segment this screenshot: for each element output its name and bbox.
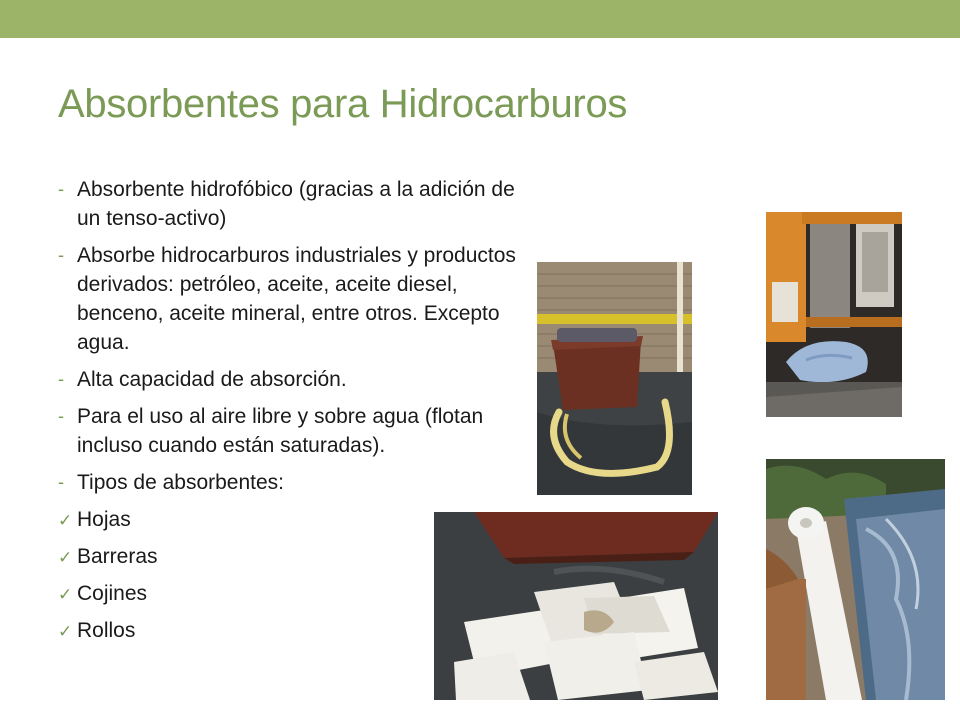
dash-bullet-icon: - <box>58 406 64 426</box>
slide-title: Absorbentes para Hidrocarburos <box>58 82 628 126</box>
checkmark-icon: ✓ <box>58 622 73 641</box>
bullet-text: Tipos de absorbentes: <box>77 471 285 494</box>
checkmark-icon: ✓ <box>58 585 73 604</box>
check-item-text: Rollos <box>77 619 136 642</box>
check-item-text: Barreras <box>77 545 158 568</box>
photo-sheets-floor <box>434 512 718 700</box>
check-item-text: Cojines <box>77 582 148 605</box>
dash-bullet-icon: - <box>58 179 64 199</box>
photo-roll-stream <box>766 459 945 700</box>
bullet-item <box>58 365 528 394</box>
bullet-item <box>58 402 528 460</box>
bullet-item <box>58 468 528 497</box>
bullet-text: Alta capacidad de absorción. <box>77 368 347 391</box>
dash-bullet-icon: - <box>58 245 64 265</box>
photo-machine-pillow <box>766 212 902 417</box>
bullet-text: Para el uso al aire libre y sobre agua (flotan incluso cuando están saturadas). <box>77 405 484 457</box>
photo-barrier-skip <box>537 262 692 495</box>
top-accent-bar <box>0 0 960 38</box>
checkmark-icon: ✓ <box>58 511 73 530</box>
check-item-text: Hojas <box>77 508 131 531</box>
bullet-text: Absorbe hidrocarburos industriales y productos derivados: petróleo, aceite, aceite diesel, benceno, aceite mineral, entre otros. Excepto agua. <box>77 244 516 354</box>
bullet-item <box>58 241 528 357</box>
dash-bullet-icon: - <box>58 369 64 389</box>
checkmark-icon: ✓ <box>58 548 73 567</box>
bullet-text: Absorbente hidrofóbico (gracias a la adición de un tenso-activo) <box>77 178 515 230</box>
dash-bullet-icon: - <box>58 472 64 492</box>
bullet-item <box>58 175 528 233</box>
